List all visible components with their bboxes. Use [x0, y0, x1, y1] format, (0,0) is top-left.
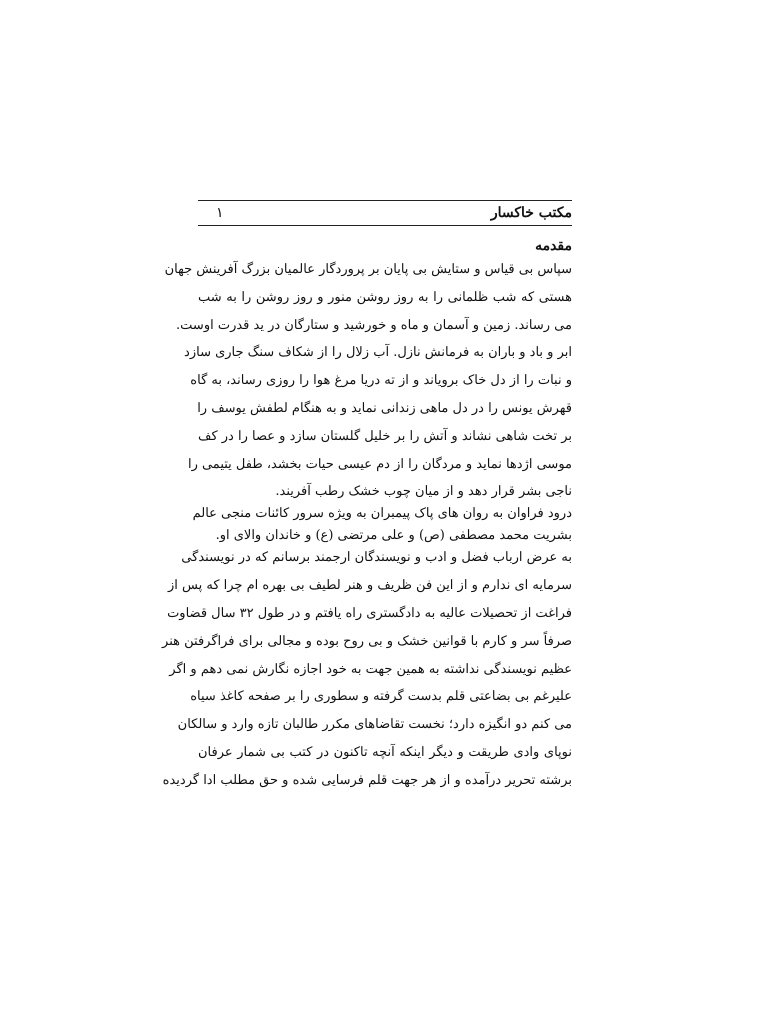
page-number: ۱ [216, 205, 224, 221]
text-line: علیرغم بی بضاعتی قلم بدست گرفته و سطوری را بر صفحه کاغذ سیاه [190, 689, 572, 705]
text-line: موسی اژدها نماید و مردگان را از دم عیسی حیات بخشد، طفل یتیمی را [187, 456, 572, 472]
text-line: ناجی بشر قرار دهد و از میان چوب خشک رطب آفریند. [275, 484, 572, 500]
text-line: قهرش یونس را در دل ماهی زندانی نماید و به هنگام لطفش یوسف را [197, 400, 572, 416]
text-line: فراغت از تحصیلات عالیه به دادگستری راه یافتم و در طول ۳۲ سال قضاوت [167, 605, 572, 621]
text-line: سپاس بی قیاس و ستایش بی پایان بر پروردگار عالمیان بزرگ آفرینش جهان [164, 262, 572, 277]
text-line: نوپای وادی طریقت و دیگر اینکه آنچه تاکنون در کتب بی شمار عرفان [198, 744, 572, 760]
text-line: بشریت محمد مصطفی (ص) و علی مرتضی (ع) و خاندان والای او. [215, 528, 572, 544]
text-line: عظیم نویسندگی نداشته به همین جهت به خود اجازه نگارش نمی دهم و اگر [169, 661, 572, 677]
text-line: بر تخت شاهی نشاند و آتش را بر خلیل گلستان سازد و عصا را در کف [198, 428, 572, 444]
text-line: می رساند. زمین و آسمان و ماه و خورشید و ستارگان در ید قدرت اوست. [176, 317, 572, 333]
text-line: صرفاً سر و کارم با قوانین خشک و بی روح بوده و مجالی برای فراگرفتن هنر [162, 633, 572, 649]
text-line: می کنم دو انگیزه دارد؛ نخست تقاضاهای مکرر طالبان تازه وارد و سالکان [177, 717, 572, 733]
text-line: سرمایه ای ندارم و از این فن ظریف و هنر لطیف بی بهره ام چرا که پس از [168, 578, 572, 594]
text-line: و نبات را از دل خاک برویاند و از ته دریا مرغ هوا را روزی رساند، به گاه [190, 373, 572, 389]
text-line: هستی که شب ظلمانی را به روز روشن منور و روز روشن را به شب [198, 289, 572, 305]
text-line: برشته تحریر درآمده و از هر جهت قلم فرسایی شده و حق مطلب ادا گردیده [162, 772, 572, 788]
text-line: درود فراوان به روان های پاک پیمبران به ویژه سرور کائنات منجی عالم [192, 506, 572, 522]
text-line: به عرض ارباب فضل و ادب و نویسندگان ارجمند برسانم که در نویسندگی [181, 550, 572, 566]
section-title: مقدمه [535, 238, 572, 254]
book-title: مکتب خاکسار [490, 205, 572, 221]
page-header [198, 200, 572, 226]
page-body [162, 238, 572, 801]
text-line: ابر و باد و باران به فرمانش نازل. آب زلال را از شکاف سنگ جاری سازد [184, 345, 572, 361]
